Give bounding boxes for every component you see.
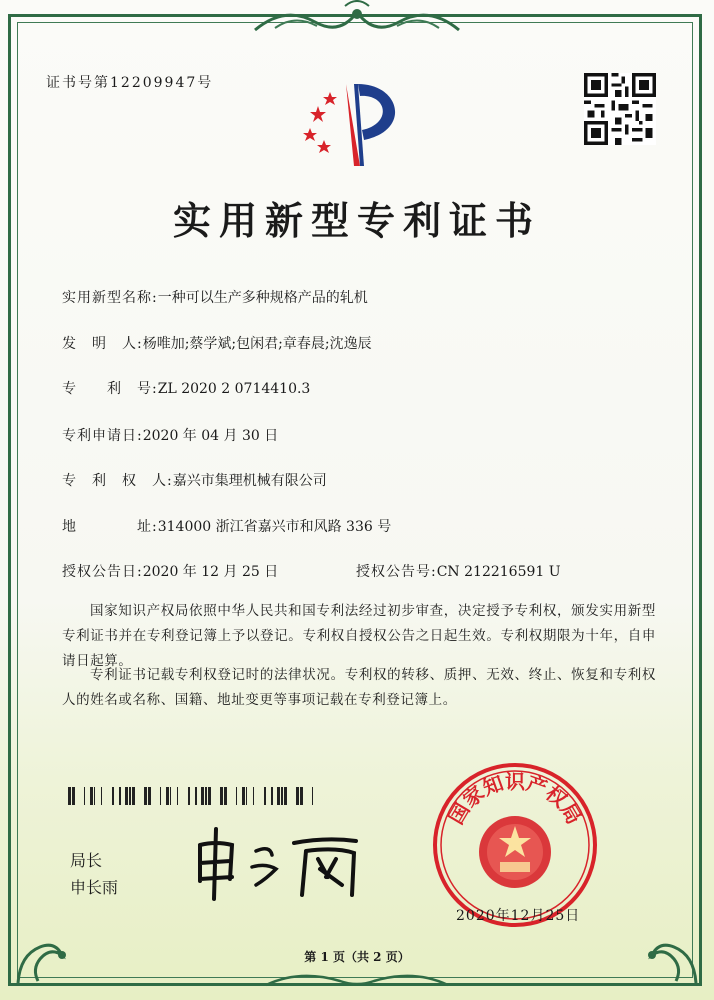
- barcode-bar: [296, 787, 299, 805]
- body-paragraph-1: 国家知识产权局依照中华人民共和国专利法经过初步审查，决定授予专利权，颁发实用新型专利证书并在专利登记簿上予以登记。专利权自授权公告之日起生效。专利权期限为十年，自申请日起算。: [62, 603, 656, 669]
- barcode-bar: [68, 787, 71, 805]
- barcode-bar: [253, 787, 254, 805]
- qr-code-icon: [584, 73, 656, 145]
- field-name-label: 实用新型名称:: [62, 290, 158, 306]
- field-grant-no-label: 授权公告号:: [356, 564, 437, 580]
- barcode-bar: [224, 787, 227, 805]
- barcode-bar: [166, 787, 169, 805]
- field-patentee: [62, 470, 327, 490]
- barcode-bar: [125, 787, 128, 805]
- field-patent-no-label: 专 利 号:: [62, 381, 158, 397]
- barcode-bar: [112, 787, 114, 805]
- barcode-bar: [177, 787, 178, 805]
- field-address-label: 地 址:: [62, 519, 158, 535]
- field-name: [62, 287, 368, 307]
- barcode-bar: [264, 787, 266, 805]
- barcode-bar: [208, 787, 211, 805]
- barcode-bar: [101, 787, 102, 805]
- barcode-bar: [170, 787, 171, 805]
- handwritten-signature-icon: [186, 815, 376, 905]
- barcode-bar: [119, 787, 121, 805]
- seal-text: 国家知识产权局: [443, 769, 587, 829]
- barcode-bar: [300, 787, 303, 805]
- barcode-bar: [312, 787, 313, 805]
- field-inventor-value: 杨唯加;蔡学斌;包闲君;章春晨;沈逸辰: [142, 336, 372, 352]
- barcode-bar: [246, 787, 247, 805]
- barcode-bar: [271, 787, 273, 805]
- barcode-bar: [94, 787, 95, 805]
- barcode-bar: [148, 787, 151, 805]
- page-number: 第 1 页（共 2 页）: [304, 950, 410, 964]
- field-address-value: 314000 浙江省嘉兴市和风路 336 号: [157, 519, 392, 535]
- top-ornament-icon: [245, 0, 469, 40]
- barcode-bar: [242, 787, 245, 805]
- barcode-bar: [132, 787, 135, 805]
- barcode-bar: [90, 787, 93, 805]
- field-patentee-label: 专 利 权 人:: [62, 473, 173, 489]
- barcode-bar: [144, 787, 147, 805]
- barcode-bar: [201, 787, 204, 805]
- signer-title: 局长: [70, 851, 103, 870]
- field-filing-date: [62, 425, 278, 445]
- field-grant-no: [356, 561, 561, 581]
- barcode-bar: [220, 787, 223, 805]
- field-name-value: 一种可以生产多种规格产品的轧机: [157, 290, 368, 306]
- signer-name: 申长雨: [70, 878, 119, 897]
- field-filing-date-value: 2020 年 04 月 30 日: [142, 428, 279, 444]
- barcode-bar: [195, 787, 197, 805]
- bottom-center-ornament-icon: [260, 965, 454, 993]
- patent-office-emblem-icon: [300, 70, 420, 170]
- field-inventor-label: 发 明 人:: [62, 336, 143, 352]
- field-grant-date-value: 2020 年 12 月 25 日: [142, 564, 279, 580]
- field-grant-date-label: 授权公告日:: [62, 564, 143, 580]
- barcode-bar: [281, 787, 283, 805]
- barcode-bar: [84, 787, 85, 805]
- body-paragraph-2: 专利证书记载专利权登记时的法律状况。专利权的转移、质押、无效、终止、恢复和专利权人的姓名或名称、国籍、地址变更等事项记载在专利登记簿上。: [62, 667, 656, 708]
- barcode-icon: [68, 787, 318, 805]
- field-patent-no: [62, 378, 310, 398]
- field-grant-no-value: CN 212216591 U: [436, 564, 561, 580]
- barcode-bar: [277, 787, 280, 805]
- barcode-bar: [188, 787, 190, 805]
- barcode-bar: [205, 787, 207, 805]
- barcode-bar: [160, 787, 161, 805]
- field-patent-no-value: ZL 2020 2 0714410.3: [157, 381, 311, 397]
- field-inventor: [62, 333, 372, 353]
- field-filing-date-label: 专利申请日:: [62, 428, 143, 444]
- barcode-bar: [236, 787, 237, 805]
- certificate-title: 实用新型专利证书: [172, 198, 541, 243]
- field-grant-date: [62, 561, 278, 581]
- certificate-number: 证书号第12209947号: [46, 75, 214, 91]
- barcode-bar: [129, 787, 131, 805]
- barcode-bar: [284, 787, 287, 805]
- seal-date: 2020年12月25日: [456, 908, 581, 924]
- field-address: [62, 516, 391, 536]
- barcode-bar: [72, 787, 75, 805]
- field-patentee-value: 嘉兴市集理机械有限公司: [172, 473, 327, 489]
